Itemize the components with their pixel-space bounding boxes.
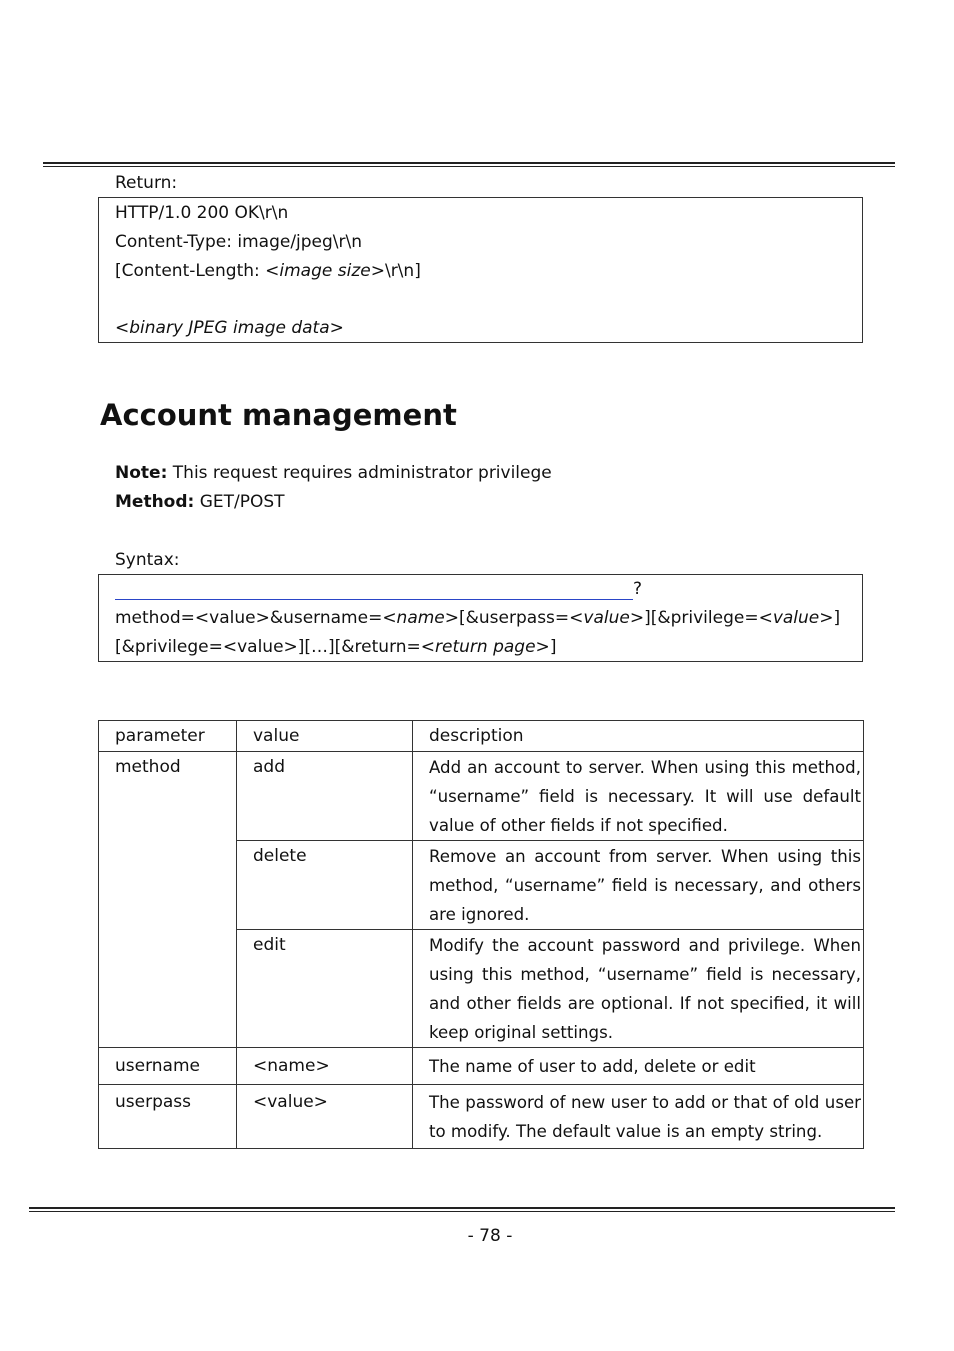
syntax-line-2	[115, 637, 556, 657]
note-line	[115, 463, 552, 483]
description-cell: Modify the account password and privilege. When using this method, “username” field is necessary, and other fields are optional. If not specified, it will keep original settings.	[413, 930, 864, 1048]
syntax-line-1	[115, 608, 840, 628]
description-cell: The name of user to add, delete or edit	[413, 1048, 864, 1085]
syntax-1d: <value>	[569, 608, 645, 628]
param-cell: method	[99, 752, 237, 1048]
header-description: description	[413, 721, 864, 752]
value-cell: <value>	[237, 1085, 413, 1149]
note-text: This request requires administrator privilege	[167, 463, 552, 483]
value-cell: <name>	[237, 1048, 413, 1085]
return-label: Return:	[115, 173, 178, 193]
method-text: GET/POST	[194, 492, 285, 512]
method-line	[115, 492, 285, 512]
table-row	[99, 752, 864, 841]
syntax-qmark: ?	[633, 579, 643, 599]
return-box	[98, 197, 863, 343]
content-length-prefix: [Content-Length:	[115, 261, 266, 281]
header-value: value	[237, 721, 413, 752]
syntax-1g: ]	[833, 608, 841, 628]
header-parameter: parameter	[99, 721, 237, 752]
syntax-1e: ][&privilege=	[644, 608, 759, 628]
page-number: - 78 -	[467, 1226, 513, 1246]
syntax-1c: [&userpass=	[459, 608, 570, 628]
description-cell: The password of new user to add or that of old user to modify. The default value is an empty string.	[413, 1085, 864, 1149]
parameter-table	[98, 720, 864, 1149]
param-cell: userpass	[99, 1085, 237, 1149]
content-length-value: <image size>	[265, 261, 385, 281]
method-label: Method:	[115, 492, 195, 512]
return-line-status: HTTP/1.0 200 OK\r\n	[115, 203, 289, 223]
header-rule	[43, 162, 895, 167]
description-cell: Add an account to server. When using this method, “username” field is necessary. It will use default value of other fields if not specified.	[413, 752, 864, 841]
syntax-url-line	[115, 579, 642, 600]
page-title: Account management	[100, 398, 457, 432]
description-cell: Remove an account from server. When using this method, “username” field is necessary, and others are ignored.	[413, 841, 864, 930]
value-cell: delete	[237, 841, 413, 930]
syntax-url-link[interactable]	[115, 579, 633, 600]
syntax-box	[98, 574, 863, 662]
content-length-suffix: \r\n]	[384, 261, 421, 281]
param-cell: username	[99, 1048, 237, 1085]
table-row	[99, 1085, 864, 1149]
return-line-binary: <binary JPEG image data>	[115, 318, 344, 338]
return-line-content-type: Content-Type: image/jpeg\r\n	[115, 232, 363, 252]
syntax-1b: <name>	[382, 608, 460, 628]
syntax-2c: ]	[549, 637, 557, 657]
syntax-1a: method=<value>&username=	[115, 608, 383, 628]
table-header-row	[99, 721, 864, 752]
note-label: Note:	[115, 463, 168, 483]
syntax-2a: [&privilege=<value>][…][&return=	[115, 637, 421, 657]
syntax-2b: <return page>	[420, 637, 550, 657]
table-row	[99, 1048, 864, 1085]
footer-rule	[29, 1207, 895, 1212]
value-cell: add	[237, 752, 413, 841]
value-cell: edit	[237, 930, 413, 1048]
return-line-content-length	[115, 261, 421, 281]
syntax-1f: <value>	[758, 608, 834, 628]
syntax-label: Syntax:	[115, 550, 180, 570]
